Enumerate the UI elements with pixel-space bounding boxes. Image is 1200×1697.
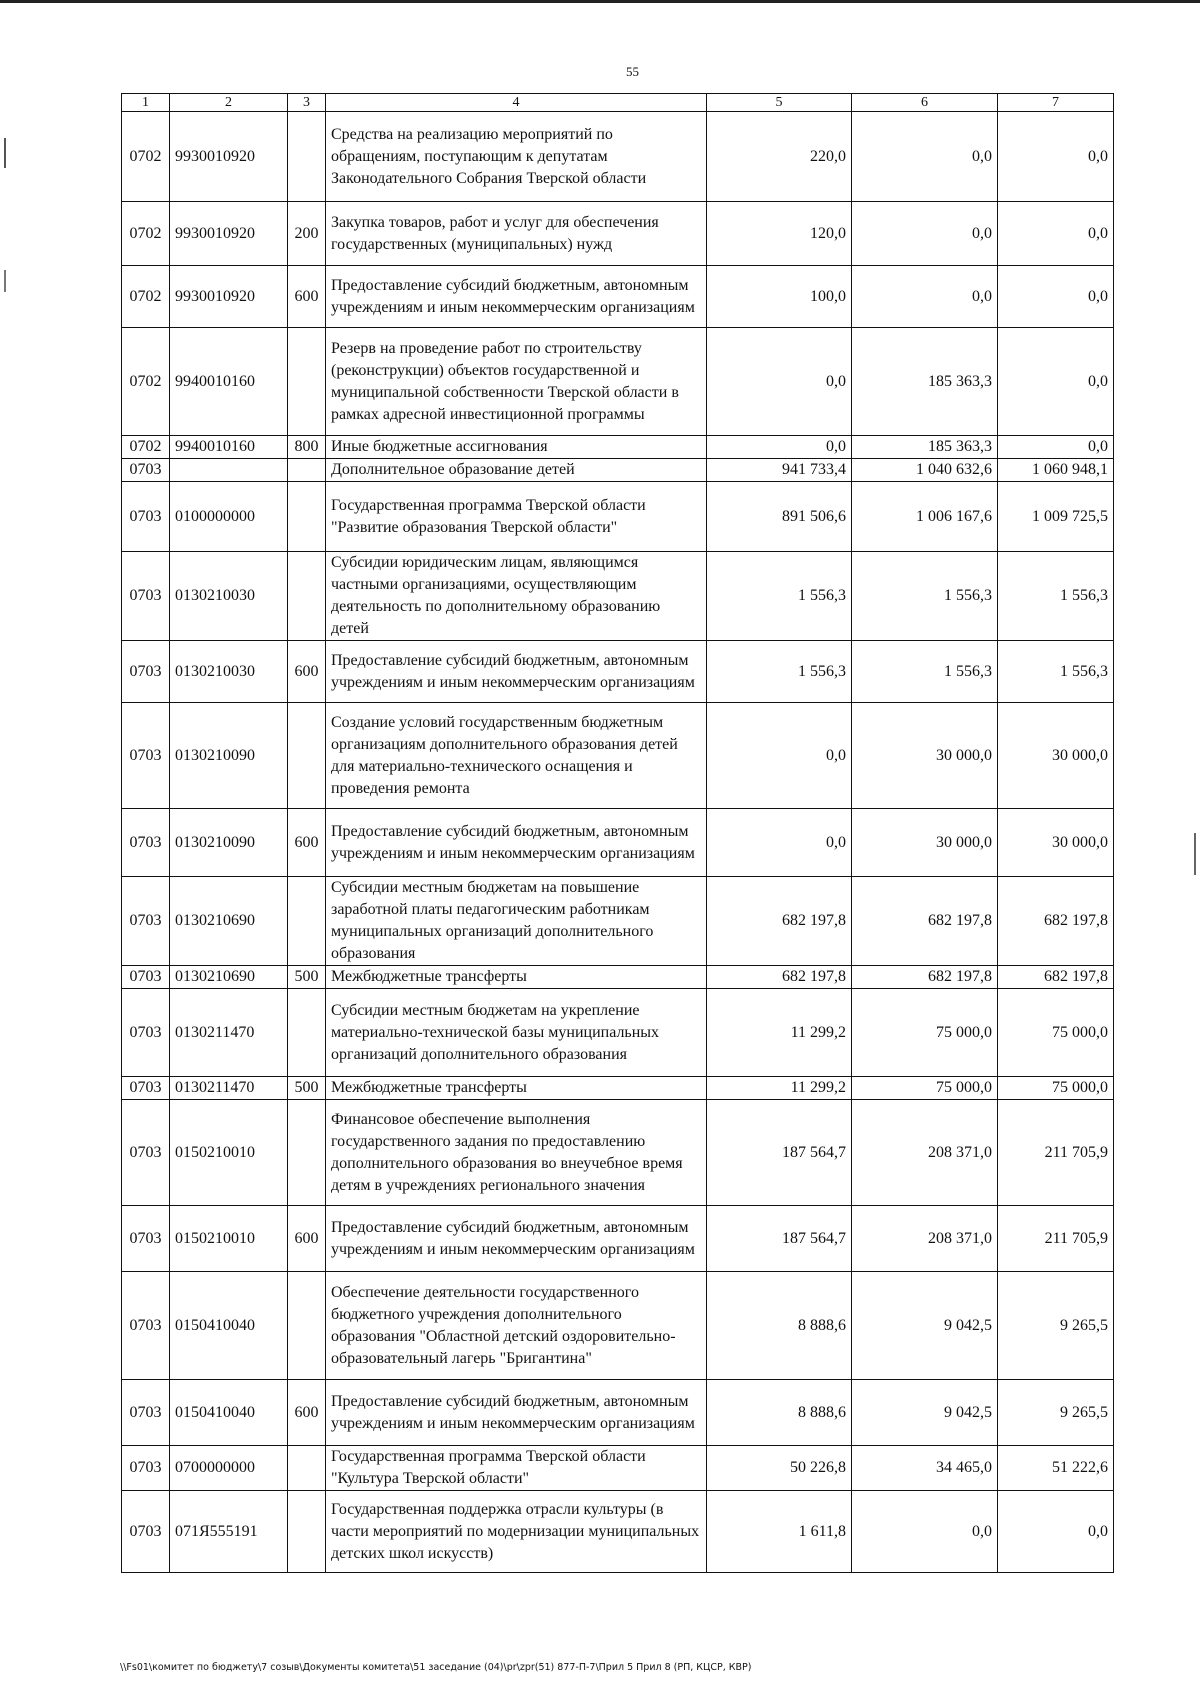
description-cell: Государственная поддержка отрасли культуры (в части мероприятий по модернизации муниципальных детских школ искусств) <box>326 1491 707 1573</box>
section-code-cell: 0703 <box>122 459 170 482</box>
target-article-cell: 0130210030 <box>170 552 288 641</box>
description-cell: Предоставление субсидий бюджетным, автономным учреждениям и иным некоммерческим организациям <box>326 266 707 328</box>
amount-col5-cell: 682 197,8 <box>707 877 852 966</box>
amount-col6-cell: 682 197,8 <box>852 877 998 966</box>
amount-col7-cell: 0,0 <box>998 266 1114 328</box>
amount-col5-cell: 1 556,3 <box>707 641 852 703</box>
amount-col6-cell: 1 556,3 <box>852 552 998 641</box>
table-row <box>122 877 1114 966</box>
section-code-cell: 0703 <box>122 809 170 877</box>
description-cell: Дополнительное образование детей <box>326 459 707 482</box>
description-cell: Государственная программа Тверской области "Культура Тверской области" <box>326 1446 707 1491</box>
section-code-cell: 0702 <box>122 202 170 266</box>
amount-col5-cell: 8 888,6 <box>707 1380 852 1446</box>
column-header: 6 <box>852 94 998 112</box>
amount-col7-cell: 30 000,0 <box>998 809 1114 877</box>
column-header: 4 <box>326 94 707 112</box>
amount-col7-cell: 682 197,8 <box>998 966 1114 989</box>
scan-mark <box>1194 833 1196 875</box>
amount-col6-cell: 9 042,5 <box>852 1272 998 1380</box>
amount-col5-cell: 11 299,2 <box>707 1077 852 1100</box>
amount-col7-cell: 30 000,0 <box>998 703 1114 809</box>
expense-type-cell <box>288 989 326 1077</box>
section-code-cell: 0703 <box>122 966 170 989</box>
description-cell: Предоставление субсидий бюджетным, автономным учреждениям и иным некоммерческим организациям <box>326 1206 707 1272</box>
amount-col7-cell: 9 265,5 <box>998 1380 1114 1446</box>
table-row <box>122 436 1114 459</box>
column-number-row <box>122 94 1114 112</box>
target-article-cell: 0130210690 <box>170 966 288 989</box>
column-header: 1 <box>122 94 170 112</box>
description-cell: Иные бюджетные ассигнования <box>326 436 707 459</box>
amount-col5-cell: 0,0 <box>707 328 852 436</box>
amount-col7-cell: 75 000,0 <box>998 989 1114 1077</box>
table-row <box>122 1446 1114 1491</box>
amount-col7-cell: 0,0 <box>998 328 1114 436</box>
table-row <box>122 1491 1114 1573</box>
target-article-cell: 9940010160 <box>170 328 288 436</box>
section-code-cell: 0702 <box>122 266 170 328</box>
amount-col6-cell: 682 197,8 <box>852 966 998 989</box>
amount-col6-cell: 0,0 <box>852 112 998 202</box>
amount-col5-cell: 11 299,2 <box>707 989 852 1077</box>
table-row <box>122 703 1114 809</box>
amount-col6-cell: 185 363,3 <box>852 328 998 436</box>
section-code-cell: 0703 <box>122 1491 170 1573</box>
amount-col6-cell: 1 556,3 <box>852 641 998 703</box>
table-row <box>122 989 1114 1077</box>
target-article-cell: 9930010920 <box>170 266 288 328</box>
top-border-line <box>0 0 1200 3</box>
amount-col5-cell: 220,0 <box>707 112 852 202</box>
expense-type-cell: 600 <box>288 266 326 328</box>
amount-col7-cell: 9 265,5 <box>998 1272 1114 1380</box>
amount-col7-cell: 1 556,3 <box>998 552 1114 641</box>
amount-col7-cell: 0,0 <box>998 112 1114 202</box>
amount-col6-cell: 34 465,0 <box>852 1446 998 1491</box>
section-code-cell: 0703 <box>122 877 170 966</box>
expense-type-cell: 500 <box>288 966 326 989</box>
table-row <box>122 966 1114 989</box>
table-row <box>122 641 1114 703</box>
description-cell: Межбюджетные трансферты <box>326 966 707 989</box>
expense-type-cell: 500 <box>288 1077 326 1100</box>
description-cell: Субсидии юридическим лицам, являющимся частными организациями, осуществляющим деятельность по дополнительному образованию детей <box>326 552 707 641</box>
amount-col7-cell: 211 705,9 <box>998 1206 1114 1272</box>
budget-table <box>121 93 1114 1573</box>
description-cell: Государственная программа Тверской области "Развитие образования Тверской области" <box>326 482 707 552</box>
expense-type-cell: 600 <box>288 809 326 877</box>
scan-mark <box>4 270 6 292</box>
description-cell: Предоставление субсидий бюджетным, автономным учреждениям и иным некоммерческим организациям <box>326 641 707 703</box>
section-code-cell: 0703 <box>122 703 170 809</box>
amount-col6-cell: 185 363,3 <box>852 436 998 459</box>
amount-col7-cell: 1 060 948,1 <box>998 459 1114 482</box>
section-code-cell: 0703 <box>122 552 170 641</box>
description-cell: Межбюджетные трансферты <box>326 1077 707 1100</box>
amount-col5-cell: 0,0 <box>707 436 852 459</box>
amount-col5-cell: 120,0 <box>707 202 852 266</box>
amount-col6-cell: 0,0 <box>852 1491 998 1573</box>
amount-col6-cell: 0,0 <box>852 202 998 266</box>
amount-col6-cell: 30 000,0 <box>852 809 998 877</box>
amount-col5-cell: 941 733,4 <box>707 459 852 482</box>
target-article-cell: 0700000000 <box>170 1446 288 1491</box>
table-row <box>122 552 1114 641</box>
table-row <box>122 1380 1114 1446</box>
expense-type-cell: 200 <box>288 202 326 266</box>
scan-mark <box>4 138 6 168</box>
target-article-cell: 0130211470 <box>170 1077 288 1100</box>
amount-col5-cell: 891 506,6 <box>707 482 852 552</box>
target-article-cell: 0130210030 <box>170 641 288 703</box>
target-article-cell: 071Я555191 <box>170 1491 288 1573</box>
column-header: 3 <box>288 94 326 112</box>
section-code-cell: 0703 <box>122 1446 170 1491</box>
target-article-cell: 0100000000 <box>170 482 288 552</box>
section-code-cell: 0703 <box>122 641 170 703</box>
amount-col7-cell: 1 556,3 <box>998 641 1114 703</box>
amount-col6-cell: 75 000,0 <box>852 1077 998 1100</box>
target-article-cell: 0130210690 <box>170 877 288 966</box>
table-row <box>122 1272 1114 1380</box>
amount-col5-cell: 1 611,8 <box>707 1491 852 1573</box>
section-code-cell: 0703 <box>122 482 170 552</box>
amount-col7-cell: 75 000,0 <box>998 1077 1114 1100</box>
section-code-cell: 0702 <box>122 112 170 202</box>
expense-type-cell: 600 <box>288 1206 326 1272</box>
amount-col5-cell: 0,0 <box>707 809 852 877</box>
target-article-cell: 9940010160 <box>170 436 288 459</box>
expense-type-cell <box>288 552 326 641</box>
target-article-cell: 0130211470 <box>170 989 288 1077</box>
amount-col6-cell: 1 040 632,6 <box>852 459 998 482</box>
amount-col6-cell: 30 000,0 <box>852 703 998 809</box>
expense-type-cell: 600 <box>288 1380 326 1446</box>
description-cell: Субсидии местным бюджетам на повышение заработной платы педагогическим работникам муниципальных организаций дополнительного образования <box>326 877 707 966</box>
target-article-cell: 9930010920 <box>170 112 288 202</box>
target-article-cell: 0150210010 <box>170 1100 288 1206</box>
expense-type-cell <box>288 703 326 809</box>
amount-col7-cell: 51 222,6 <box>998 1446 1114 1491</box>
description-cell: Резерв на проведение работ по строительству (реконструкции) объектов государственной и муниципальной собственности Тверской области в рамках адресной инвестиционной программы <box>326 328 707 436</box>
table-row <box>122 328 1114 436</box>
amount-col6-cell: 208 371,0 <box>852 1206 998 1272</box>
expense-type-cell <box>288 328 326 436</box>
target-article-cell: 0150210010 <box>170 1206 288 1272</box>
description-cell: Средства на реализацию мероприятий по обращениям, поступающим к депутатам Законодательного Собрания Тверской области <box>326 112 707 202</box>
amount-col5-cell: 8 888,6 <box>707 1272 852 1380</box>
amount-col7-cell: 0,0 <box>998 436 1114 459</box>
section-code-cell: 0703 <box>122 1206 170 1272</box>
expense-type-cell <box>288 877 326 966</box>
amount-col7-cell: 1 009 725,5 <box>998 482 1114 552</box>
section-code-cell: 0703 <box>122 1100 170 1206</box>
section-code-cell: 0703 <box>122 1272 170 1380</box>
page-number: 55 <box>626 64 639 79</box>
table-row <box>122 1100 1114 1206</box>
column-header: 7 <box>998 94 1114 112</box>
expense-type-cell <box>288 1100 326 1206</box>
table-body <box>122 112 1114 1573</box>
expense-type-cell <box>288 1272 326 1380</box>
section-code-cell: 0702 <box>122 328 170 436</box>
table-row <box>122 1077 1114 1100</box>
description-cell: Финансовое обеспечение выполнения государственного задания по предоставлению дополнительного образования во внеучебное время детям в учреждениях регионального значения <box>326 1100 707 1206</box>
expense-type-cell <box>288 482 326 552</box>
amount-col6-cell: 1 006 167,6 <box>852 482 998 552</box>
amount-col5-cell: 682 197,8 <box>707 966 852 989</box>
amount-col7-cell: 682 197,8 <box>998 877 1114 966</box>
target-article-cell: 0150410040 <box>170 1380 288 1446</box>
amount-col7-cell: 211 705,9 <box>998 1100 1114 1206</box>
amount-col7-cell: 0,0 <box>998 202 1114 266</box>
target-article-cell: 0150410040 <box>170 1272 288 1380</box>
table-row <box>122 809 1114 877</box>
section-code-cell: 0703 <box>122 1077 170 1100</box>
table-row <box>122 459 1114 482</box>
description-cell: Создание условий государственным бюджетным организациям дополнительного образования детей для материально-технического оснащения и проведения ремонта <box>326 703 707 809</box>
target-article-cell: 0130210090 <box>170 809 288 877</box>
amount-col5-cell: 0,0 <box>707 703 852 809</box>
target-article-cell: 0130210090 <box>170 703 288 809</box>
amount-col5-cell: 187 564,7 <box>707 1206 852 1272</box>
expense-type-cell: 600 <box>288 641 326 703</box>
amount-col6-cell: 208 371,0 <box>852 1100 998 1206</box>
expense-type-cell <box>288 1446 326 1491</box>
description-cell: Закупка товаров, работ и услуг для обеспечения государственных (муниципальных) нужд <box>326 202 707 266</box>
column-header: 2 <box>170 94 288 112</box>
expense-type-cell <box>288 112 326 202</box>
section-code-cell: 0703 <box>122 1380 170 1446</box>
amount-col6-cell: 0,0 <box>852 266 998 328</box>
footer-file-path: \\Fs01\комитет по бюджету\7 созыв\Документы комитета\51 заседание (04)\pr\zpr(51) 877-П-7\Прил 5 Прил 8 (РП, КЦСР, КВР) <box>120 1662 752 1673</box>
description-cell: Субсидии местным бюджетам на укрепление материально-технической базы муниципальных организаций дополнительного образования <box>326 989 707 1077</box>
table-row <box>122 482 1114 552</box>
amount-col5-cell: 187 564,7 <box>707 1100 852 1206</box>
description-cell: Предоставление субсидий бюджетным, автономным учреждениям и иным некоммерческим организациям <box>326 809 707 877</box>
section-code-cell: 0703 <box>122 989 170 1077</box>
expense-type-cell: 800 <box>288 436 326 459</box>
target-article-cell: 9930010920 <box>170 202 288 266</box>
description-cell: Предоставление субсидий бюджетным, автономным учреждениям и иным некоммерческим организациям <box>326 1380 707 1446</box>
table-row <box>122 1206 1114 1272</box>
amount-col5-cell: 1 556,3 <box>707 552 852 641</box>
description-cell: Обеспечение деятельности государственного бюджетного учреждения дополнительного образования "Областной детский оздоровительно-образовательный лагерь "Бригантина" <box>326 1272 707 1380</box>
section-code-cell: 0702 <box>122 436 170 459</box>
amount-col5-cell: 50 226,8 <box>707 1446 852 1491</box>
table-row <box>122 202 1114 266</box>
table-row <box>122 266 1114 328</box>
expense-type-cell <box>288 1491 326 1573</box>
amount-col5-cell: 100,0 <box>707 266 852 328</box>
expense-type-cell <box>288 459 326 482</box>
amount-col6-cell: 9 042,5 <box>852 1380 998 1446</box>
amount-col7-cell: 0,0 <box>998 1491 1114 1573</box>
amount-col6-cell: 75 000,0 <box>852 989 998 1077</box>
table-row <box>122 112 1114 202</box>
target-article-cell <box>170 459 288 482</box>
column-header: 5 <box>707 94 852 112</box>
